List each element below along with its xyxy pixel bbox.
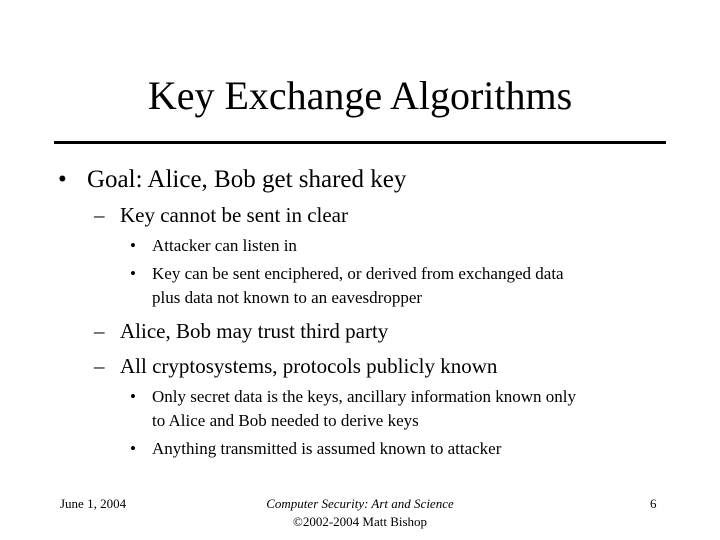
bullet-marker: • [130, 264, 136, 283]
subbullet-text: Key cannot be sent in clear [120, 203, 348, 227]
dash-marker: – [94, 319, 105, 343]
subsubbullet-text-line2: to Alice and Bob needed to derive keys [152, 411, 419, 430]
subsubbullet-text-line2: plus data not known to an eavesdropper [152, 288, 423, 307]
bullet-marker: • [130, 387, 136, 406]
slide-title: Key Exchange Algorithms [147, 73, 573, 118]
subsubbullet-text-line1: Key can be sent enciphered, or derived from exchanged data [152, 264, 564, 283]
title-divider [54, 141, 666, 144]
subsubbullet-text-line1: Only secret data is the keys, ancillary information known only [152, 387, 576, 406]
footer-course [200, 495, 520, 531]
bullet-marker: • [130, 236, 136, 255]
footer-date: June 1, 2004 [60, 496, 127, 511]
dash-marker: – [94, 354, 105, 378]
bullet-text: Goal: Alice, Bob get shared key [87, 166, 407, 193]
footer-course-title: Computer Security: Art and Science [266, 496, 454, 511]
dash-marker: – [94, 203, 105, 227]
bullet-marker: • [130, 439, 136, 458]
subsubbullet-text: Anything transmitted is assumed known to attacker [152, 439, 502, 458]
bullet-marker: • [58, 166, 67, 193]
footer-page-number: 6 [650, 496, 657, 511]
subsubbullet-text: Attacker can listen in [152, 236, 297, 255]
subbullet-text: Alice, Bob may trust third party [120, 319, 389, 343]
subbullet-text: All cryptosystems, protocols publicly known [120, 354, 498, 378]
footer-copyright: ©2002-2004 Matt Bishop [292, 514, 428, 529]
